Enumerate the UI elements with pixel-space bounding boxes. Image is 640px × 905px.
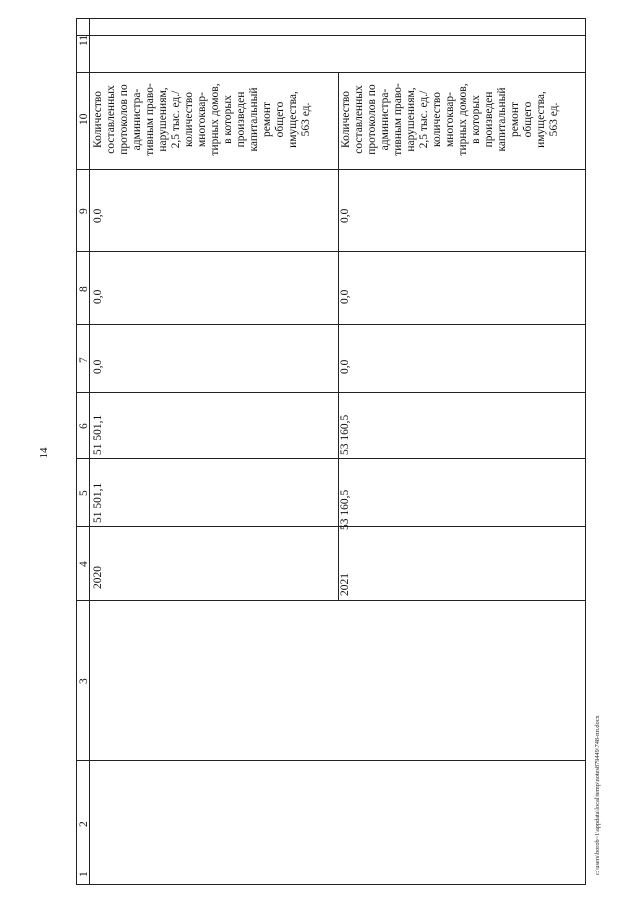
row2-col6: 53 160,5 bbox=[339, 414, 351, 455]
indicator-line: количество bbox=[183, 92, 195, 147]
indicator-line: 563 ед. bbox=[300, 102, 312, 137]
indicator-line: имущества, bbox=[287, 91, 299, 148]
row1-col8: 0,0 bbox=[92, 289, 104, 304]
indicator-line: тивным право- bbox=[392, 83, 404, 156]
indicator-line: 563 ед. bbox=[548, 102, 560, 137]
col-header-1: 1 bbox=[78, 871, 90, 877]
row1-col9: 0,0 bbox=[92, 208, 104, 223]
row2-col9: 0,0 bbox=[339, 208, 351, 223]
page-number: 14 bbox=[38, 447, 50, 459]
indicator-line: ремонт bbox=[261, 101, 273, 138]
col-header-9: 9 bbox=[78, 208, 90, 214]
row2-col5: 53 160,5 bbox=[339, 489, 351, 530]
indicator-line: 2,5 тыс. ед./ bbox=[170, 90, 182, 149]
indicator-line: составленных bbox=[353, 85, 365, 154]
indicator-line: администра- bbox=[379, 88, 391, 151]
indicator-line: Количество bbox=[92, 91, 104, 148]
indicator-line: капитальный bbox=[248, 87, 260, 152]
col-header-11: 11 bbox=[78, 34, 90, 46]
file-path-footer: c:\users\borob~1\appdata\local\temp\notes879449\748-пп.docx bbox=[594, 715, 601, 875]
indicator-line: ремонт bbox=[509, 101, 521, 138]
col-header-2: 2 bbox=[78, 821, 90, 827]
indicator-line: в которых bbox=[470, 95, 482, 144]
indicator-line: нарушениям, bbox=[157, 87, 169, 152]
row2-indicator bbox=[340, 73, 561, 166]
row1-indicator bbox=[92, 73, 313, 166]
col-header-6: 6 bbox=[78, 423, 90, 429]
indicator-line: имущества, bbox=[535, 91, 547, 148]
indicator-line: общего bbox=[274, 101, 286, 138]
indicator-line: тирных домов, bbox=[209, 83, 221, 156]
year-2021: 2021 bbox=[339, 573, 351, 596]
indicator-line: произведен bbox=[235, 91, 247, 148]
col-header-10: 10 bbox=[78, 113, 90, 125]
data-table bbox=[76, 18, 586, 885]
row2-col8: 0,0 bbox=[339, 289, 351, 304]
col-header-3: 3 bbox=[78, 678, 90, 684]
year-2020: 2020 bbox=[92, 566, 104, 589]
indicator-line: в которых bbox=[222, 95, 234, 144]
indicator-line: составленных bbox=[105, 85, 117, 154]
row1-col6: 51 501,1 bbox=[92, 414, 104, 455]
col-header-5: 5 bbox=[78, 490, 90, 496]
indicator-line: тивным право- bbox=[144, 83, 156, 156]
row2-col7: 0,0 bbox=[339, 359, 351, 374]
col-header-4: 4 bbox=[78, 561, 90, 567]
col-header-8: 8 bbox=[78, 286, 90, 292]
col-header-7: 7 bbox=[78, 357, 90, 363]
indicator-line: 2,5 тыс. ед./ bbox=[418, 90, 430, 149]
indicator-line: протоколов по bbox=[366, 84, 378, 155]
indicator-line: администра- bbox=[131, 88, 143, 151]
indicator-line: капитальный bbox=[496, 87, 508, 152]
indicator-line: произведен bbox=[483, 91, 495, 148]
indicator-line: нарушениям, bbox=[405, 87, 417, 152]
indicator-line: тирных домов, bbox=[457, 83, 469, 156]
indicator-line: Количество bbox=[340, 91, 352, 148]
row1-col5: 51 501,1 bbox=[92, 482, 104, 523]
indicator-line: протоколов по bbox=[118, 84, 130, 155]
indicator-line: многоквар- bbox=[444, 92, 456, 147]
indicator-line: общего bbox=[522, 101, 534, 138]
indicator-line: количество bbox=[431, 92, 443, 147]
indicator-line: многоквар- bbox=[196, 92, 208, 147]
row1-col7: 0,0 bbox=[92, 359, 104, 374]
